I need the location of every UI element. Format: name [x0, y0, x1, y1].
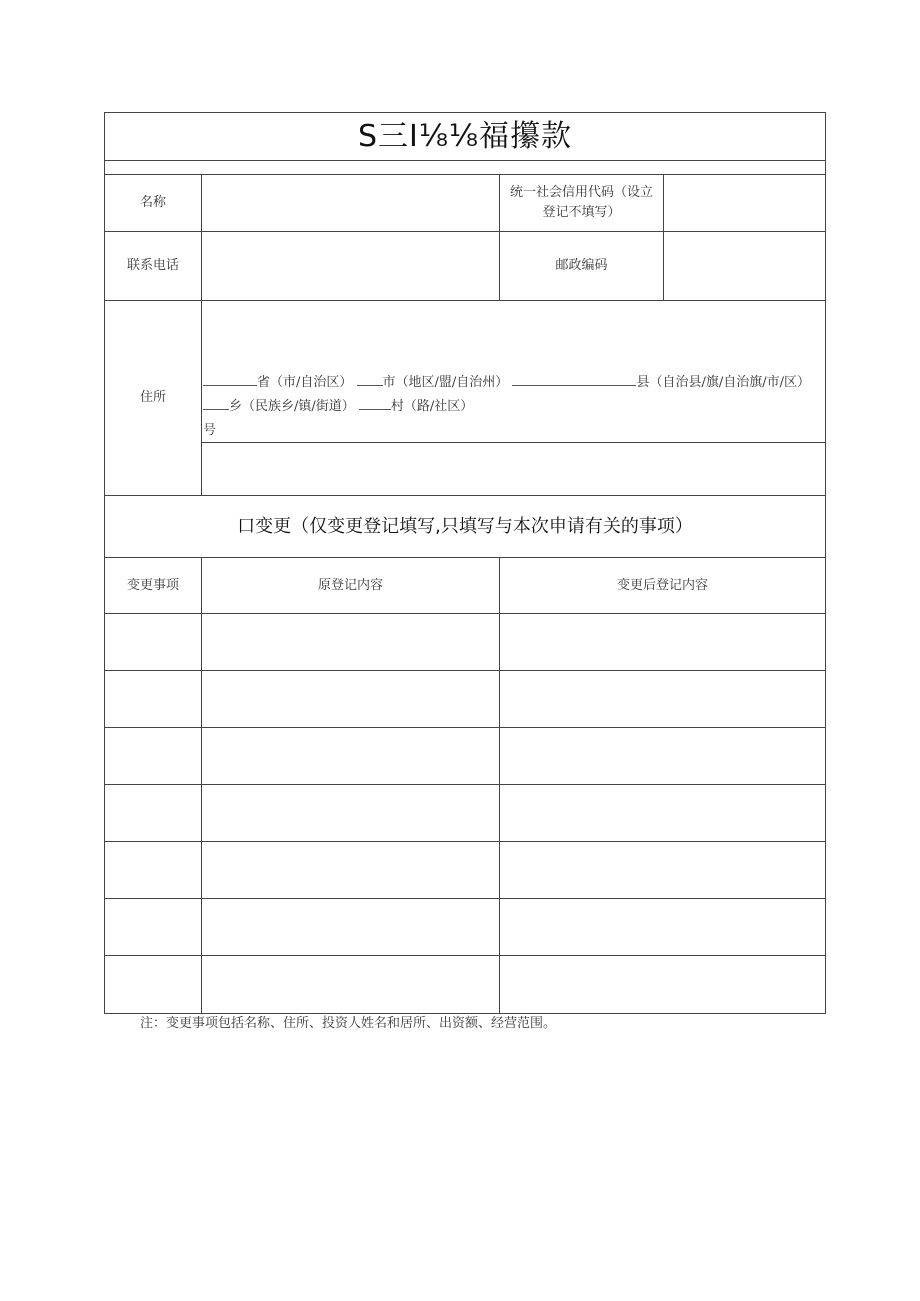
- phone-label: 联系电话: [126, 258, 179, 273]
- changed-content-cell[interactable]: [500, 842, 825, 898]
- changed-content-cell[interactable]: [500, 671, 825, 727]
- change-item-cell[interactable]: [105, 728, 201, 784]
- original-content-cell[interactable]: [202, 899, 499, 955]
- registration-form: [104, 112, 826, 1014]
- address-number: 号: [203, 423, 217, 438]
- changed-content-cell[interactable]: [500, 785, 825, 841]
- address-province: 省（市/自治区）: [257, 375, 353, 390]
- footnote: 注：变更事项包括名称、住所、投资人姓名和居所、出资额、经营范围。: [140, 1016, 557, 1031]
- change-item-cell[interactable]: [105, 956, 201, 1013]
- credit-code-field[interactable]: [664, 175, 825, 231]
- original-content-cell[interactable]: [202, 842, 499, 898]
- change-item-cell[interactable]: [105, 785, 201, 841]
- address-field[interactable]: [203, 371, 823, 443]
- postal-label: 邮政编码: [555, 258, 608, 273]
- address-label: 住所: [139, 390, 166, 405]
- change-section-title: 口变更（仅变更登记填写,只填写与本次申请有关的事项）: [237, 515, 693, 537]
- change-item-cell[interactable]: [105, 899, 201, 955]
- changed-content-cell[interactable]: [500, 728, 825, 784]
- name-field[interactable]: [202, 175, 499, 231]
- column-header-item: 变更事项: [126, 577, 179, 593]
- postal-field[interactable]: [664, 232, 825, 300]
- phone-field[interactable]: [202, 232, 499, 300]
- change-item-cell[interactable]: [105, 614, 201, 670]
- change-item-cell[interactable]: [105, 671, 201, 727]
- credit-code-label: 统一社会信用代码（设立登记不填写）: [509, 185, 653, 220]
- address-extra-field[interactable]: [202, 443, 825, 495]
- column-header-original: 原登记内容: [317, 577, 383, 593]
- address-village: 村（路/社区）: [390, 399, 474, 414]
- address-township: 乡（民族乡/镇/街道）: [229, 399, 355, 414]
- changed-content-cell[interactable]: [500, 899, 825, 955]
- original-content-cell[interactable]: [202, 614, 499, 670]
- original-content-cell[interactable]: [202, 728, 499, 784]
- address-city: 市（地区/盟/自治州）: [382, 375, 509, 390]
- address-county: 县（自治县/旗/自治旗/市/区）: [636, 375, 810, 390]
- changed-content-cell[interactable]: [500, 956, 825, 1013]
- name-label: 名称: [139, 195, 166, 210]
- column-header-changed: 变更后登记内容: [616, 577, 708, 593]
- original-content-cell[interactable]: [202, 785, 499, 841]
- original-content-cell[interactable]: [202, 671, 499, 727]
- changed-content-cell[interactable]: [500, 614, 825, 670]
- form-title: S三I⅛⅛福攥款: [357, 119, 573, 154]
- original-content-cell[interactable]: [202, 956, 499, 1013]
- change-item-cell[interactable]: [105, 842, 201, 898]
